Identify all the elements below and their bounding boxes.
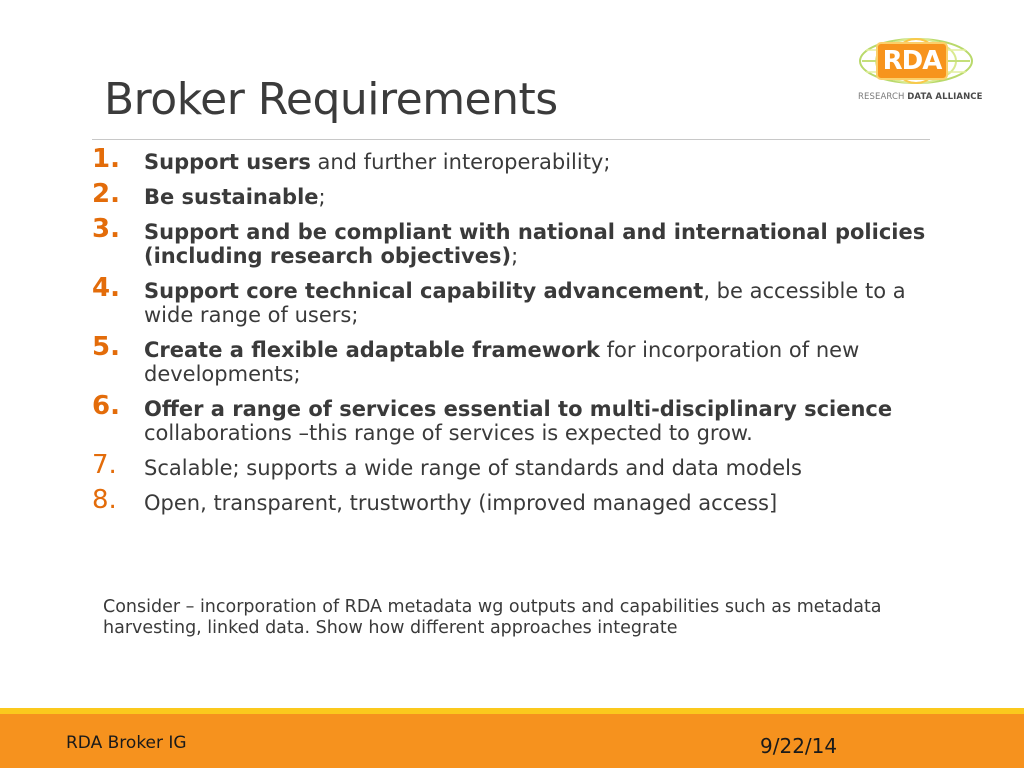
item-bold: Support users [144,150,311,174]
item-number: 8. [92,485,117,515]
list-item [92,485,932,515]
slide-title: Broker Requirements [104,74,558,125]
list-item [92,179,932,209]
requirements-list [92,144,932,526]
list-item [92,144,932,174]
footer-label: RDA Broker IG [66,733,187,753]
item-number: 7. [92,450,117,480]
title-divider [92,139,930,140]
item-number: 6. [92,391,120,421]
list-item [92,391,932,445]
logo-wordmark: RESEARCH DATA ALLIANCE [858,92,983,102]
item-text: Scalable; supports a wide range of standards and data models [144,456,802,480]
item-bold: Offer a range of services essential to multi-disciplinary science [144,397,893,421]
item-number: 4. [92,273,120,303]
item-text: for incorporation of new developments; [144,338,860,386]
item-bold: Support and be compliant with national and international policies (including research objectives) [144,220,926,268]
item-text: , be accessible to a wide range of users; [144,279,906,327]
item-text: Open, transparent, trustworthy (improved managed access] [144,491,778,515]
rda-logo [858,36,983,106]
item-bold: Be sustainable [144,185,319,209]
item-text: and further interoperability; [310,150,611,174]
item-number: 3. [92,214,120,244]
logo-badge: RDA [876,42,948,80]
item-number: 1. [92,144,120,174]
item-text: ; [318,185,326,209]
item-text: collaborations –this range of services is expected to grow. [144,421,753,445]
item-bold: Support core technical capability advancement [144,279,704,303]
item-text: ; [511,244,519,268]
list-item [92,450,932,480]
list-item [92,332,932,386]
item-number: 2. [92,179,120,209]
list-item [92,214,932,268]
footer-date: 9/22/14 [760,734,838,758]
list-item [92,273,932,327]
item-bold: Create a flexible adaptable framework [144,338,600,362]
consider-note: Consider – incorporation of RDA metadata wg outputs and capabilities such as metadata harvesting, linked data. Show how different approaches integrate [103,597,882,638]
item-number: 5. [92,332,120,362]
